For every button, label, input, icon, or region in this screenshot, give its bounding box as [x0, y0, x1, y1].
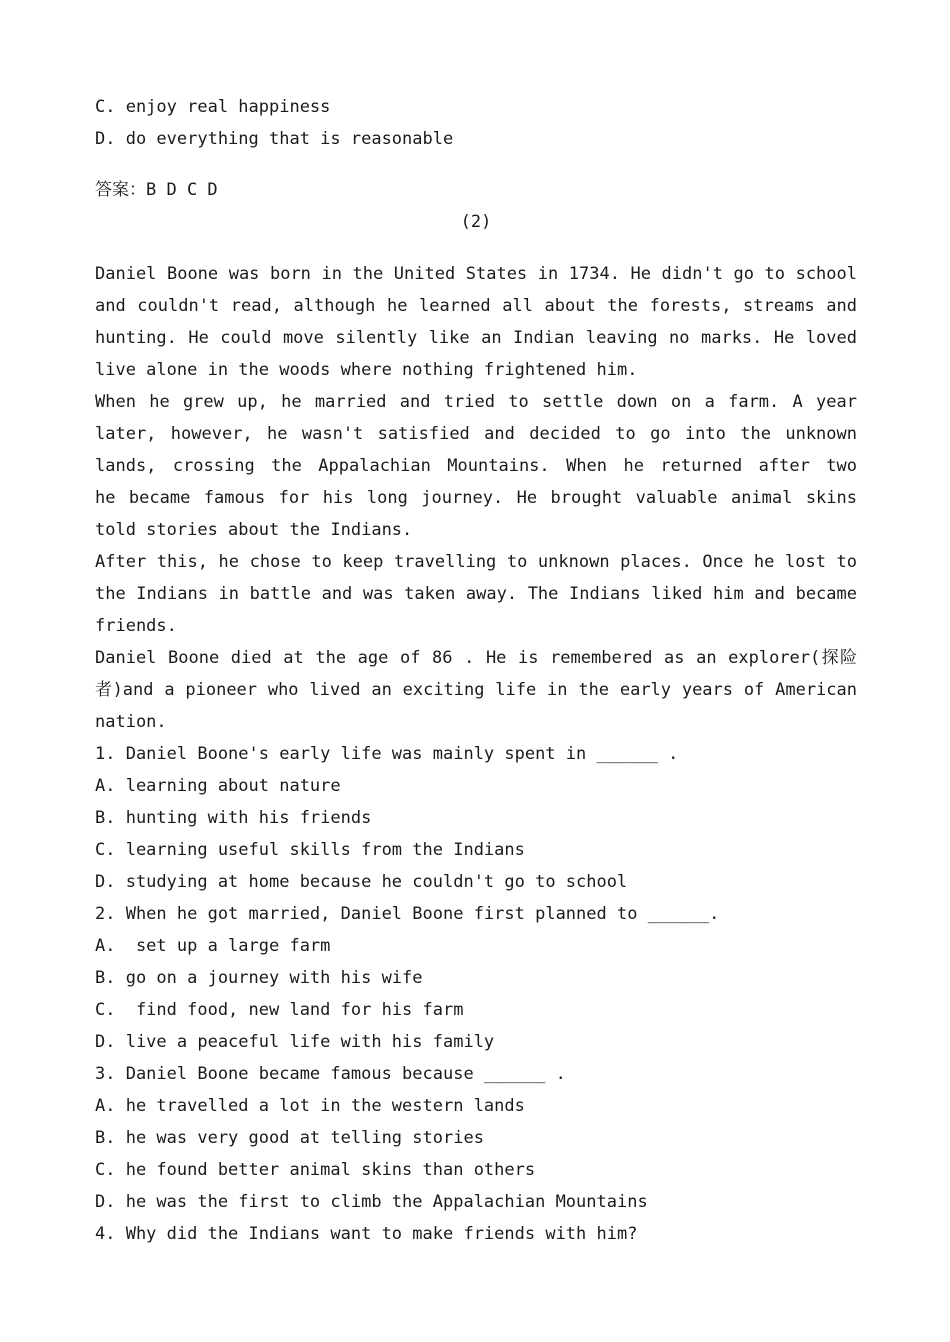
option: C. he found better animal skins than others — [95, 1160, 536, 1180]
option: D. live a peaceful life with his family — [95, 1032, 495, 1052]
question-stem: 3. Daniel Boone became famous because ______ . — [95, 1064, 566, 1084]
passage-line: told stories about the Indians. — [95, 520, 413, 540]
passage-line: live alone in the woods where nothing frightened him. — [95, 360, 638, 380]
option: B. go on a journey with his wife — [95, 968, 423, 988]
option: D. studying at home because he couldn't go to school — [95, 872, 628, 892]
passage-line: friends. — [95, 616, 177, 636]
passage-line: later, however, he wasn't satisfied and decided to go into the unknown — [95, 424, 857, 444]
passage-line: and couldn't read, although he learned all about the forests, streams and — [95, 296, 857, 316]
passage-line: nation. — [95, 712, 167, 732]
passage-line: the Indians in battle and was taken away. The Indians liked him and became — [95, 584, 857, 604]
question-stem: 1. Daniel Boone's early life was mainly spent in ______ . — [95, 744, 679, 764]
passage-line: Daniel Boone died at the age of 86 . He is remembered as an explorer(探险 — [95, 648, 857, 668]
passage-line: After this, he chose to keep travelling to unknown places. Once he lost to — [95, 552, 857, 572]
option: A. set up a large farm — [95, 936, 331, 956]
prev-option-c: C. enjoy real happiness — [95, 97, 331, 117]
option: A. he travelled a lot in the western lands — [95, 1096, 525, 1116]
passage-line: Daniel Boone was born in the United States in 1734. He didn't go to school — [95, 264, 857, 284]
option: B. he was very good at telling stories — [95, 1128, 484, 1148]
option: A. learning about nature — [95, 776, 341, 796]
passage-line: hunting. He could move silently like an Indian leaving no marks. He loved — [95, 328, 857, 348]
question-stem: 4. Why did the Indians want to make friends with him? — [95, 1224, 638, 1244]
passage-line: lands, crossing the Appalachian Mountains. When he returned after two — [95, 456, 857, 476]
option: C. find food, new land for his farm — [95, 1000, 464, 1020]
option: B. hunting with his friends — [95, 808, 372, 828]
passage-line: he became famous for his long journey. He brought valuable animal skins — [95, 488, 857, 508]
passage-line: 者)and a pioneer who lived an exciting life in the early years of American — [95, 680, 857, 700]
option: D. he was the first to climb the Appalachian Mountains — [95, 1192, 648, 1212]
option: C. learning useful skills from the Indians — [95, 840, 525, 860]
passage-line: When he grew up, he married and tried to settle down on a farm. A year — [95, 392, 857, 412]
prev-option-d: D. do everything that is reasonable — [95, 129, 454, 149]
section-number: (2) — [460, 212, 492, 232]
question-stem: 2. When he got married, Daniel Boone first planned to ______. — [95, 904, 720, 924]
answer-key: 答案：B D C D — [95, 180, 218, 200]
